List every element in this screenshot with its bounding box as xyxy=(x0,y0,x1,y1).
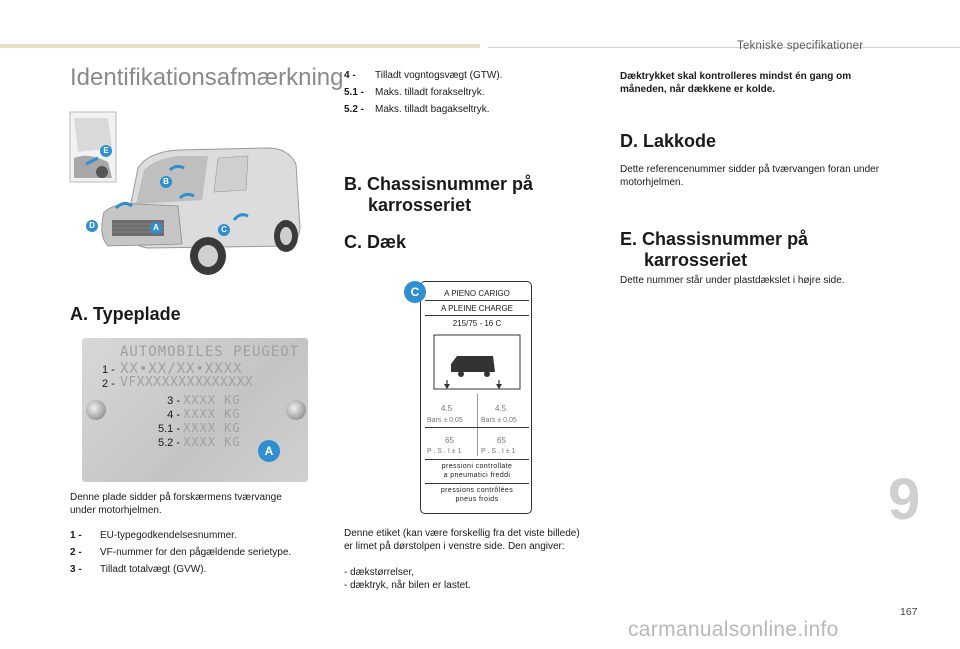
van-side-icon xyxy=(433,334,521,390)
tyre-marker-c: C xyxy=(404,281,426,303)
plate-row1-label: 1 - xyxy=(102,364,115,376)
plate-weight-row: 3 - XXXX KG 4 - XXXX KG 5.1 - XXXX KG 5.2 - XXXX KG xyxy=(157,393,241,449)
section-title: Tekniske specifikationer xyxy=(737,40,864,52)
section-d-description: Dette referencenummer sidder på tværvangen foran under motorhjelmen. xyxy=(620,164,880,188)
bars-left-value: 4.5 xyxy=(441,404,453,413)
chapter-number: 9 xyxy=(888,467,921,532)
section-a-description: Denne plade sidder på forskærmens tværvange under motorhjelmen. xyxy=(70,492,282,516)
marker-a: A xyxy=(150,222,162,234)
plate-title: AUTOMOBILES PEUGEOT xyxy=(120,344,300,360)
rivet-left-icon xyxy=(86,400,106,420)
marker-d: D xyxy=(86,220,98,232)
tyre-size: 215/75 - 16 C xyxy=(452,319,502,328)
list-item: - dæktryk, når bilen er lastet. xyxy=(344,579,471,592)
marker-c: C xyxy=(218,224,230,236)
section-e-description: Dette nummer står under plastdækslet i højre side. xyxy=(620,275,845,286)
bars-right-value: 4.5 xyxy=(495,404,507,413)
tyre-footer-it-line2: a pneumatici freddi xyxy=(443,472,511,479)
bars-right-unit: Bars ± 0,05 xyxy=(481,417,517,424)
section-d-heading: D. Lakkode xyxy=(620,131,717,151)
section-c-heading: C. Dæk xyxy=(344,232,407,252)
tyre-label-line2: A PLEINE CHARGE xyxy=(440,304,514,313)
page-number: 167 xyxy=(900,606,918,618)
section-a-heading: A. Typeplade xyxy=(70,304,181,324)
psi-left-value: 65 xyxy=(445,436,454,445)
header-rule xyxy=(488,47,960,48)
psi-left-unit: P . S . I ± 1 xyxy=(427,448,462,455)
tyre-footer-it-line1: pressioni controllate xyxy=(441,463,513,470)
section-e-heading: E. Chassisnummer på karrosseriet xyxy=(620,229,809,270)
tyre-footer-fr-line2: pneus froids xyxy=(455,496,499,503)
marker-e: E xyxy=(100,145,112,157)
section-b-heading: B. Chassisnummer på karrosseriet xyxy=(344,174,534,215)
page-title: Identifikationsafmærkning xyxy=(70,64,344,91)
type-plate-illustration xyxy=(82,338,308,482)
section-c-bullets xyxy=(344,566,471,592)
plate-row1-value: XX•XX/XX•XXXX xyxy=(120,361,243,377)
bars-left-unit: Bars ± 0,05 xyxy=(427,417,463,424)
tyre-check-note: Dæktrykket skal kontrolleres mindst én gang om måneden, når dækkene er kolde. xyxy=(620,71,852,95)
rivet-right-icon xyxy=(286,400,306,420)
marker-b: B xyxy=(160,176,172,188)
watermark: carmanualsonline.info xyxy=(628,618,839,641)
section-c-description: Denne etiket (kan være forskellig fra det viste billede) er limet på dørstolpen i venstre side. Den angiver: xyxy=(344,528,580,552)
van-illustration xyxy=(68,108,308,286)
psi-right-value: 65 xyxy=(497,436,506,445)
psi-right-unit: P . S . I ± 1 xyxy=(481,448,516,455)
plate-row2-label: 2 - xyxy=(102,378,115,390)
header-band xyxy=(0,44,480,48)
plate-row2-value: VFXXXXXXXXXXXXXX xyxy=(120,375,254,390)
list-item: - dækstørrelser, xyxy=(344,566,471,579)
tyre-pressure-label xyxy=(420,281,532,514)
tyre-label-line1: A PIENO CARIGO xyxy=(444,289,510,298)
tyre-footer-fr-line1: pressions contrôlées xyxy=(440,487,514,494)
plate-marker-a: A xyxy=(258,440,280,462)
